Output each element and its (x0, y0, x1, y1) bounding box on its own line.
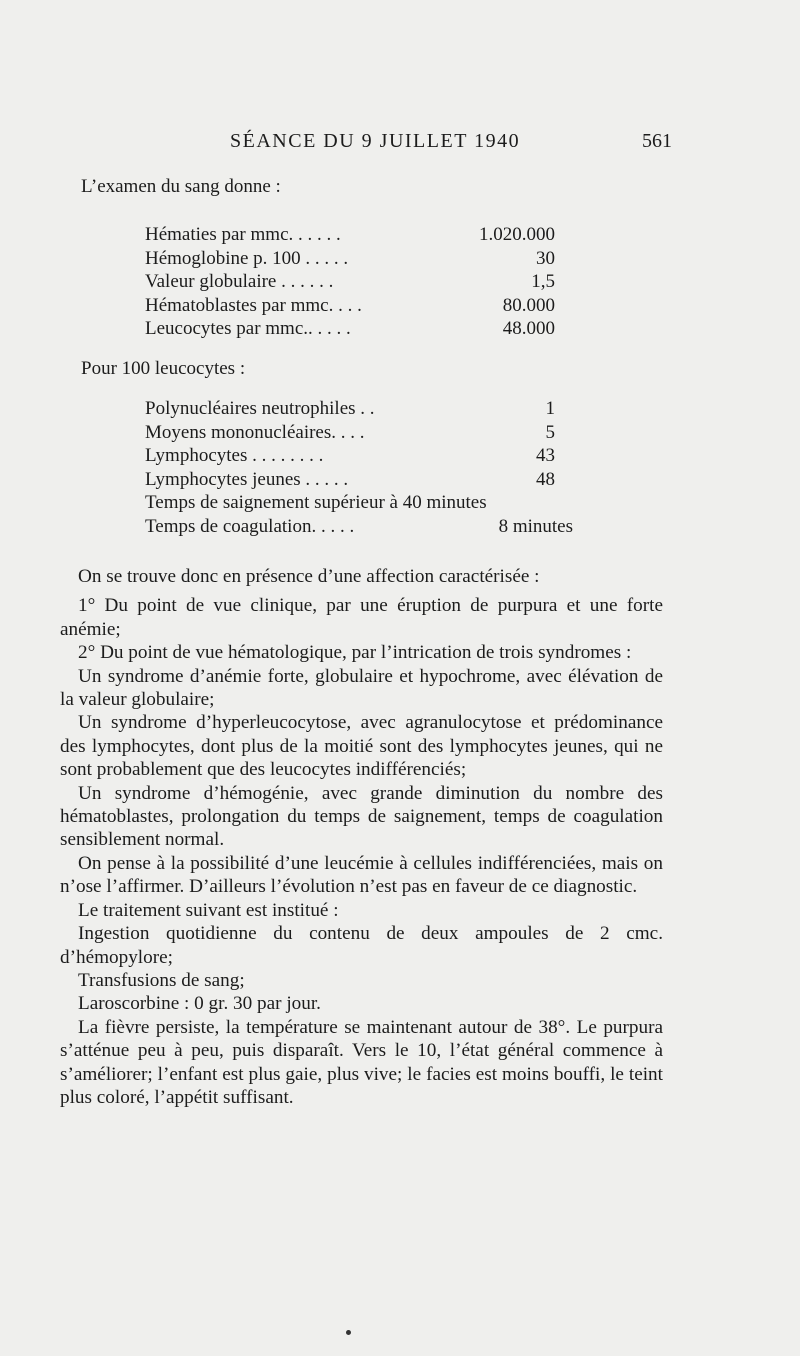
row-label: Temps de saignement supérieur à 40 minutes (145, 492, 487, 514)
paragraph: Un syndrome d’anémie forte, globulaire et hypochrome, avec élévation de la valeur globulaire; (60, 665, 663, 711)
row-value: 48 (536, 468, 555, 490)
table-row (145, 270, 555, 294)
table-row (145, 468, 555, 492)
row-value: 43 (536, 445, 555, 467)
row-label: Valeur globulaire . . . . . . (145, 271, 334, 293)
row-value: 1 (545, 398, 555, 419)
blood-exam-intro: L’examen du sang donne : (81, 176, 281, 197)
header-title: SÉANCE DU 9 JUILLET 1940 (230, 130, 521, 152)
row-label: Hématies par mmc. . . . . . (145, 224, 341, 245)
table-row (145, 421, 555, 445)
paragraph: Transfusions de sang; (78, 969, 245, 991)
row-label: Lymphocytes jeunes . . . . . (145, 468, 349, 490)
blood-exam-table (145, 223, 555, 341)
row-label: Moyens mononucléaires. . . . (145, 421, 365, 443)
row-label: Polynucléaires neutrophiles . . (145, 398, 375, 419)
row-label: Lymphocytes . . . . . . . . (145, 445, 324, 467)
table-row (145, 444, 555, 468)
table-row (145, 515, 573, 539)
paragraph: 2° Du point de vue hématologique, par l’intrication de trois syndromes : (78, 642, 632, 664)
row-label: Hématoblastes par mmc. . . . (145, 294, 362, 316)
paragraph: Un syndrome d’hémogénie, avec grande diminution du nombre des hématoblastes, prolongation du temps de saignement, temps de coagulation sensiblement normal. (60, 782, 663, 851)
paragraph: Ingestion quotidienne du contenu de deux ampoules de 2 cmc. d’hémopylore; (60, 923, 663, 968)
row-value: 48.000 (502, 318, 555, 340)
row-value: 5 (545, 421, 555, 443)
row-value: 8 minutes (498, 515, 573, 537)
paragraph: Le traitement suivant est institué : (78, 899, 339, 921)
ink-speck (346, 1330, 351, 1335)
table-row (145, 223, 555, 247)
table-row (145, 247, 555, 271)
paragraph: Un syndrome d’hyperleucocytose, avec agranulocytose et prédominance des lymphocytes, dont plus de la moitié sont des lymphocytes jeunes, qui ne sont probablement que des leucocytes indifférenciés; (60, 712, 663, 781)
row-value: 1.020.000 (479, 224, 555, 245)
table-row (145, 397, 555, 421)
body-text (60, 565, 663, 1109)
running-header (60, 130, 672, 160)
row-value: 1,5 (531, 271, 555, 293)
table-row (145, 317, 555, 341)
row-label: Hémoglobine p. 100 . . . . . (145, 247, 349, 269)
row-label: Leucocytes par mmc.. . . . . (145, 318, 351, 340)
paragraph: 1° Du point de vue clinique, par une éruption de purpura et une forte anémie; (60, 595, 663, 640)
row-value: 80.000 (502, 294, 555, 316)
paragraph: On se trouve donc en présence d’une affection caractérisée : (78, 566, 540, 587)
paragraph: On pense à la possibilité d’une leucémie à cellules indifférenciées, mais on n’ose l’affirmer. D’ailleurs l’évolution n’est pas en faveur de ce diagnostic. (60, 852, 663, 898)
table-row (145, 491, 555, 515)
leukocyte-table (145, 397, 573, 539)
row-label: Temps de coagulation. . . . . (145, 515, 355, 537)
page-number: 561 (642, 130, 672, 152)
paragraph: La fièvre persiste, la température se maintenant autour de 38°. Le purpura s’atténue peu à peu, puis disparaît. Vers le 10, l’état général commence à s’améliorer; l’enfant est plus gaie, plus vive; le facies est moins bouffi, le teint plus coloré, l’appétit suffisant. (60, 1016, 663, 1108)
paragraph: Laroscorbine : 0 gr. 30 par jour. (78, 993, 321, 1015)
leukocyte-intro: Pour 100 leucocytes : (81, 358, 246, 379)
table-row (145, 294, 555, 318)
row-value: 30 (536, 247, 555, 269)
